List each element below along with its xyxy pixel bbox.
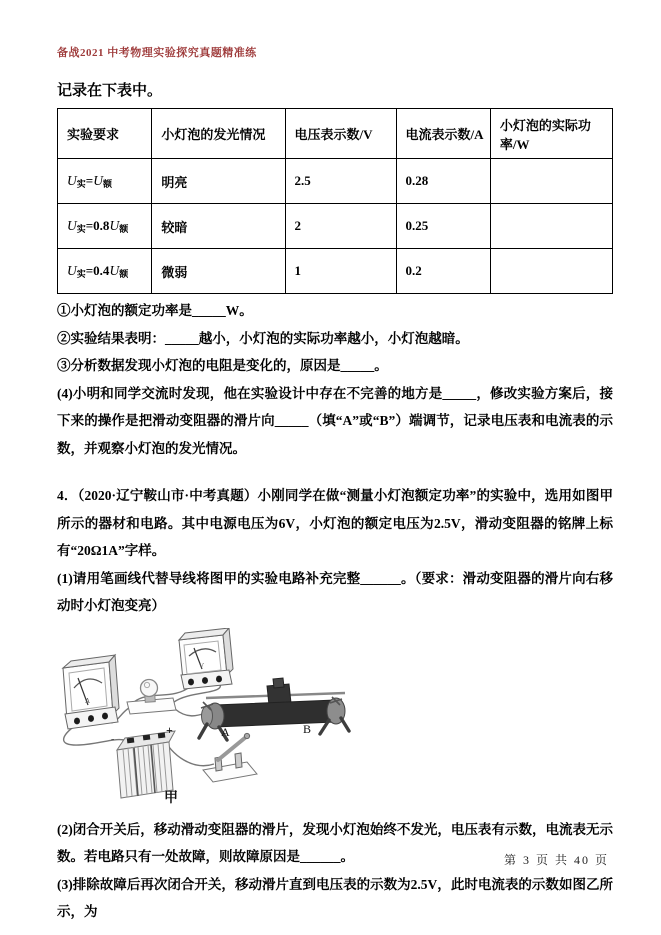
- table-row: [58, 249, 613, 294]
- results-table: [57, 108, 613, 294]
- header-current: 电流表示数/A: [396, 109, 490, 159]
- document-header: 备战2021 中考物理实验探究真题精准练: [57, 47, 257, 59]
- question-4: (4)小明和同学交流时发现，他在实验设计中存在不完善的地方是_____，修改实验方案后，接下来的操作是把滑动变阻器的滑片向_____（填“A”或“B”）端调节，记录电压表和电流表的示数，并观察小灯泡的发光情况。: [57, 385, 613, 456]
- glow-cell: 较暗: [152, 204, 285, 249]
- results-table-body: [58, 159, 613, 294]
- requirement-segment: 实: [76, 178, 86, 189]
- header-requirement: 实验要求: [58, 109, 152, 159]
- requirement-cell: [58, 249, 152, 294]
- requirement-segment: =: [85, 172, 94, 188]
- voltmeter-letter: V: [199, 661, 205, 670]
- voltage-cell: 2.5: [285, 159, 396, 204]
- requirement-cell: [58, 159, 152, 204]
- battery-icon: [111, 723, 178, 806]
- voltage-cell: 2: [285, 204, 396, 249]
- problem4-stem: 4．（2020·辽宁鞍山市·中考真题）小刚同学在做“测量小灯泡额定功率”的实验中，选用如图甲所示的器材和电路。其中电源电压为6V，小灯泡的额定电压为2.5V，滑动变阻器的铭牌上标有“20Ω1A”字样。: [57, 488, 613, 558]
- page-footer: 第 3 页 共 40 页: [503, 853, 609, 867]
- current-cell: 0.25: [396, 204, 490, 249]
- requirement-segment: 额: [102, 178, 112, 189]
- table-row: [58, 159, 613, 204]
- current-cell: 0.28: [396, 159, 490, 204]
- requirement-segment: U: [93, 172, 103, 188]
- switch-icon: [203, 733, 257, 782]
- requirement-cell: [58, 204, 152, 249]
- table-header-row: [58, 109, 613, 159]
- battery-plus-label: +: [166, 722, 173, 737]
- battery-minus-label: -: [111, 733, 115, 745]
- results-table-head: [58, 109, 613, 159]
- ammeter-icon: [63, 655, 119, 729]
- current-cell: 0.2: [396, 249, 490, 294]
- requirement-segment: =0.8: [85, 217, 110, 233]
- requirement-segment: U: [109, 217, 120, 233]
- problem4-part1: (1)请用笔画线代替导线将图甲的实验电路补充完整______。（要求：滑动变阻器的滑片向右移动时小灯泡变亮）: [57, 570, 613, 613]
- glow-cell: 微弱: [152, 249, 285, 294]
- question-3: ③分析数据发现小灯泡的电阻是变化的，原因是_____。: [57, 358, 388, 373]
- requirement-segment: 额: [119, 223, 129, 234]
- lamp-icon: [127, 679, 176, 714]
- header-voltage: 电压表示数/V: [285, 109, 396, 159]
- intro-text: 记录在下表中。: [57, 83, 163, 99]
- glow-cell: 明亮: [152, 159, 285, 204]
- rheostat-terminal-b-label: B: [303, 721, 312, 736]
- power-cell: [490, 204, 612, 249]
- question-1: ①小灯泡的额定功率是_____W。: [57, 303, 253, 318]
- header-glow: 小灯泡的发光情况: [152, 109, 285, 159]
- ammeter-letter: A: [85, 696, 91, 705]
- voltage-cell: 1: [285, 249, 396, 294]
- rheostat-icon: [199, 678, 349, 740]
- requirement-segment: 实: [76, 223, 86, 234]
- requirement-segment: 实: [76, 268, 86, 279]
- power-cell: [490, 159, 612, 204]
- table-row: [58, 204, 613, 249]
- header-power: 小灯泡的实际功率/W: [490, 109, 612, 159]
- question-2: ②实验结果表明：_____越小，小灯泡的实际功率越小，小灯泡越暗。: [57, 330, 469, 346]
- requirement-segment: U: [67, 262, 77, 278]
- requirement-segment: U: [67, 172, 77, 188]
- figure-label-jia: 甲: [164, 790, 178, 806]
- voltmeter-icon: [179, 628, 233, 689]
- circuit-figure: [57, 628, 613, 814]
- problem4-part2: (2)闭合开关后，移动滑动变阻器的滑片，发现小灯泡始终不发光，电压表有示数，电流表无示数。若电路只有一处故障，则故障原因是______。: [57, 821, 613, 864]
- requirement-segment: 额: [119, 268, 129, 279]
- requirement-segment: =0.4: [85, 262, 110, 278]
- requirement-segment: U: [109, 262, 120, 278]
- problem4-part3: (3)排除故障后再次闭合开关，移动滑片直到电压表的示数为2.5V，此时电流表的示数如图乙所示，为: [57, 876, 613, 919]
- power-cell: [490, 249, 612, 294]
- rheostat-terminal-a-label: A: [221, 724, 230, 739]
- page-content: [57, 80, 613, 926]
- requirement-segment: U: [67, 217, 77, 233]
- circuit-figure-svg: [57, 628, 357, 814]
